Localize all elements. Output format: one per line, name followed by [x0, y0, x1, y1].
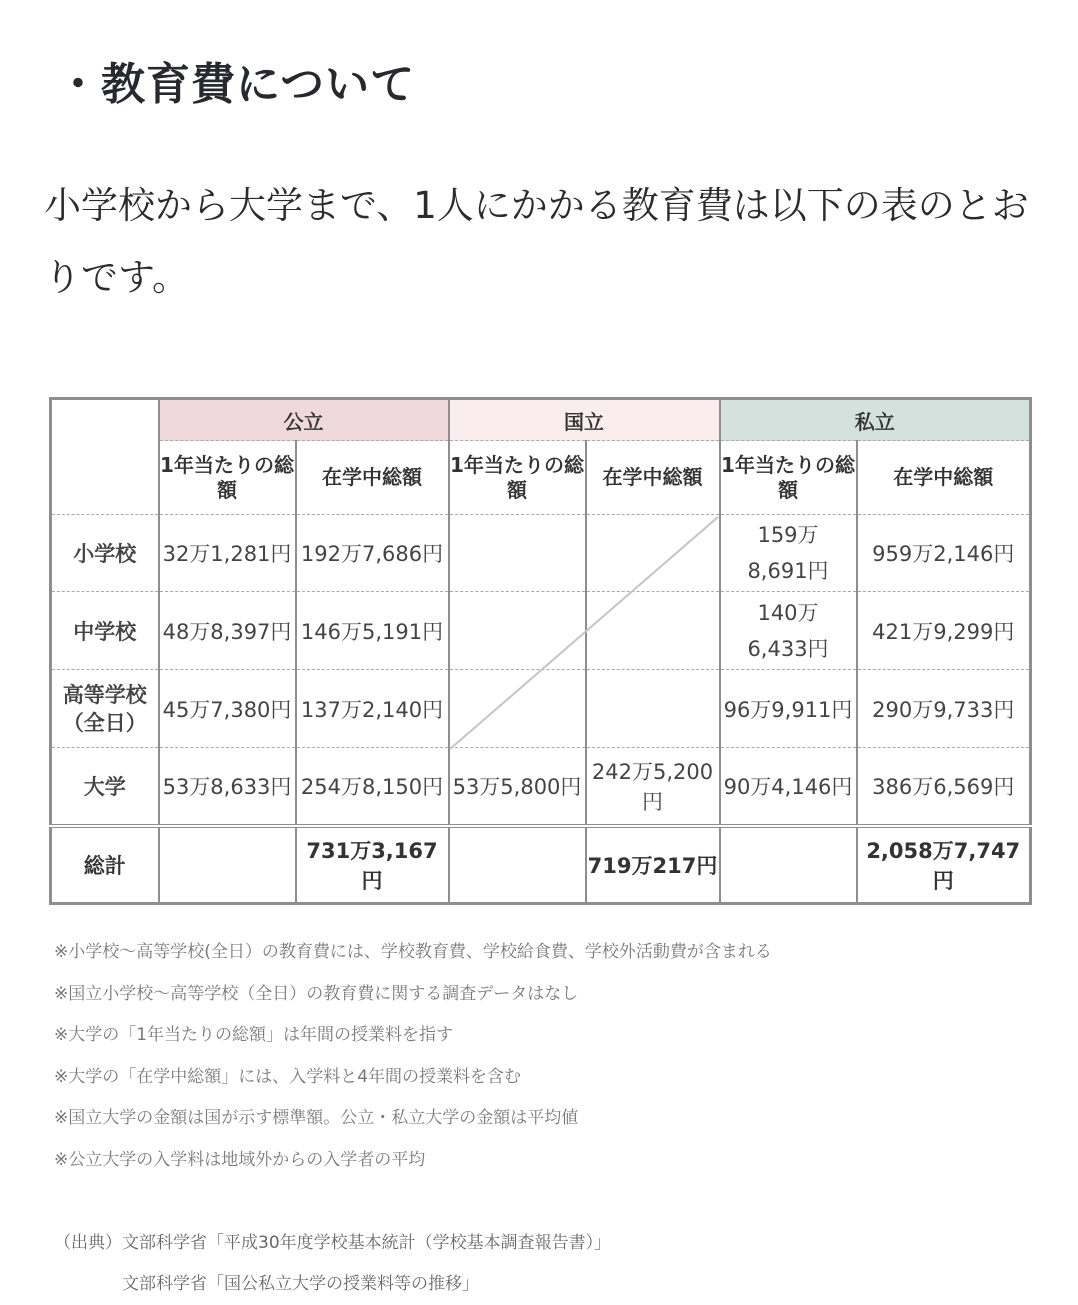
source-line: 文部科学省「国公私立大学の授業料等の推移」	[122, 1274, 479, 1294]
cell-national-year	[449, 515, 586, 592]
group-header-private: 私立	[720, 399, 1031, 441]
cell-public-total: 254万8,150円	[296, 748, 449, 826]
table-row	[51, 515, 1031, 592]
cell-public-total-sum: 731万3,167円	[296, 826, 449, 904]
note-item: ※大学の「1年当たりの総額」は年間の授業料を指す	[54, 1025, 454, 1045]
cell-national-year-total	[449, 826, 586, 904]
cell-private-total: 386万6,569円	[857, 748, 1031, 826]
note-item: ※国立大学の金額は国が示す標準額。公立・私立大学の金額は平均値	[54, 1108, 579, 1128]
cell-public-total: 137万2,140円	[296, 670, 449, 748]
note-item: ※公立大学の入学料は地域外からの入学者の平均	[54, 1149, 426, 1170]
cell-public-total: 192万7,686円	[296, 515, 449, 592]
subheader-per-year: 1年当たりの総額	[159, 441, 296, 515]
cell-private-year: 90万4,146円	[720, 748, 857, 826]
cell-national-total-sum: 719万217円	[586, 826, 720, 904]
cell-private-year: 159万8,691円	[720, 515, 857, 592]
cell-private-year: 96万9,911円	[720, 670, 857, 748]
cell-public-year: 48万8,397円	[159, 592, 296, 670]
education-cost-table	[49, 397, 1032, 905]
cell-national-total	[586, 592, 720, 670]
note-item: ※国立小学校～高等学校（全日）の教育費に関する調査データはなし	[54, 983, 579, 1004]
source-line: （出典）文部科学省「平成30年度学校基本統計（学校基本調査報告書）」	[54, 1233, 612, 1253]
corner-cell	[51, 399, 159, 515]
row-label: 小学校	[51, 515, 159, 592]
subheader-per-year: 1年当たりの総額	[449, 441, 586, 515]
note-item: ※小学校～高等学校(全日）の教育費には、学校教育費、学校給食費、学校外活動費が含まれる	[54, 942, 772, 962]
notes-list	[54, 932, 772, 1181]
subheader-total: 在学中総額	[586, 441, 720, 515]
group-header-national: 国立	[449, 399, 720, 441]
row-label: 中学校	[51, 592, 159, 670]
cell-national-total	[586, 670, 720, 748]
subheader-per-year: 1年当たりの総額	[720, 441, 857, 515]
cell-national-year	[449, 670, 586, 748]
subheader-total: 在学中総額	[857, 441, 1031, 515]
cell-private-total: 959万2,146円	[857, 515, 1031, 592]
cell-national-year: 53万5,800円	[449, 748, 586, 826]
table-row	[51, 748, 1031, 826]
note-item: ※大学の「在学中総額」には、入学料と4年間の授業料を含む	[54, 1066, 522, 1087]
cell-public-total: 146万5,191円	[296, 592, 449, 670]
subheader-total: 在学中総額	[296, 441, 449, 515]
table-row	[51, 670, 1031, 748]
cell-public-year: 45万7,380円	[159, 670, 296, 748]
cell-private-total-sum: 2,058万7,747円	[857, 826, 1031, 904]
cell-national-total: 242万5,200円	[586, 748, 720, 826]
cell-national-total	[586, 515, 720, 592]
total-row	[51, 826, 1031, 904]
intro-paragraph: 小学校から大学まで、1人にかかる教育費は以下の表のとおりです。	[44, 184, 1029, 299]
row-label: 高等学校（全日）	[51, 670, 159, 748]
cell-public-year: 32万1,281円	[159, 515, 296, 592]
row-label: 大学	[51, 748, 159, 826]
cell-private-year-total	[720, 826, 857, 904]
cell-private-total: 290万9,733円	[857, 670, 1031, 748]
table-row	[51, 592, 1031, 670]
section-heading: ・教育費について	[56, 59, 416, 110]
cell-private-total: 421万9,299円	[857, 592, 1031, 670]
cell-public-year: 53万8,633円	[159, 748, 296, 826]
cell-public-year-total	[159, 826, 296, 904]
group-header-public: 公立	[159, 399, 449, 441]
total-label: 総計	[51, 826, 159, 904]
cell-private-year: 140万6,433円	[720, 592, 857, 670]
cell-national-year	[449, 592, 586, 670]
